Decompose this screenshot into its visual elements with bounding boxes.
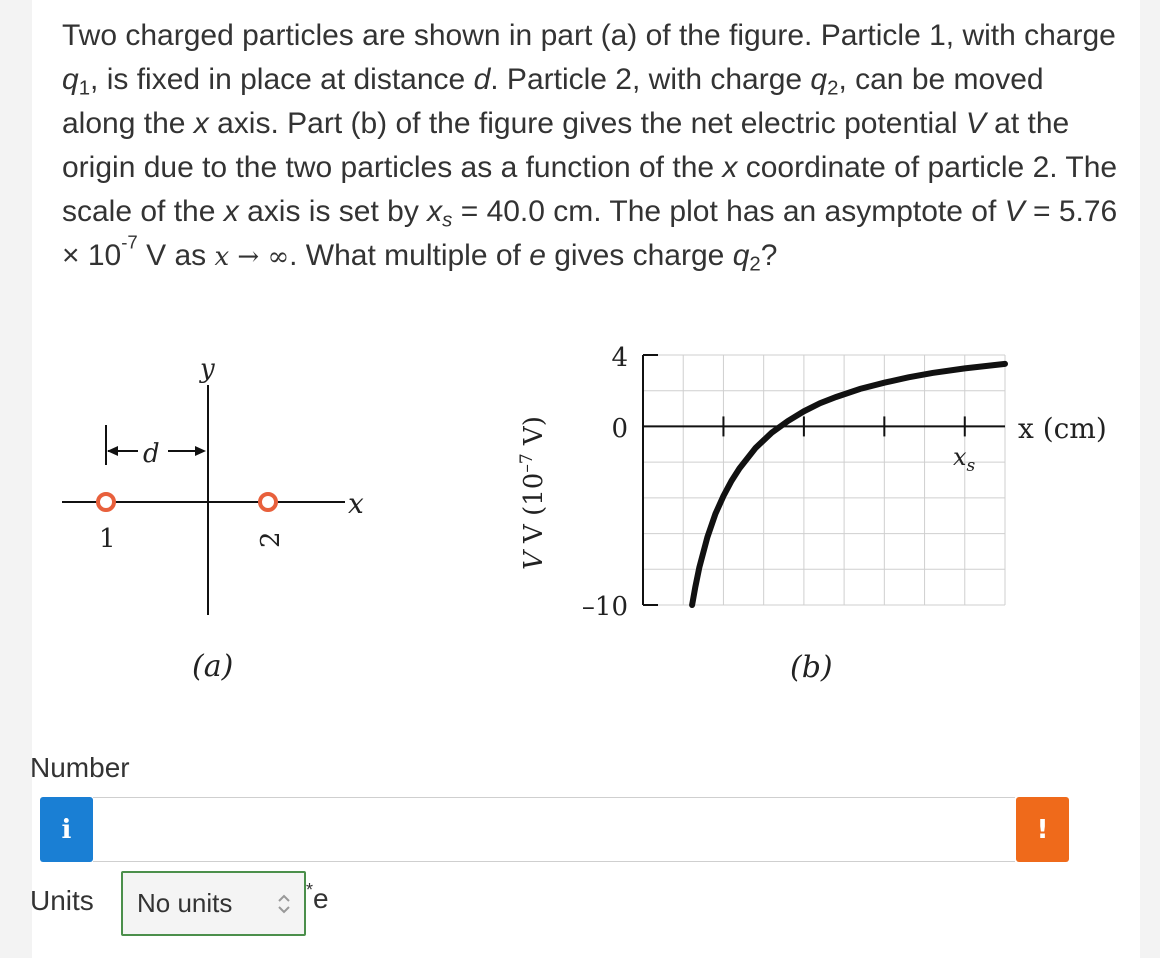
xs-tick-label: $x_s$ bbox=[953, 443, 976, 476]
chevron-updown-icon bbox=[276, 891, 292, 917]
chart-y-label: V V ($10^{-7}$ V) bbox=[517, 416, 549, 570]
figure-a-y-label: y bbox=[200, 354, 215, 384]
y-tick-label-0: 0 bbox=[611, 414, 628, 444]
units-select[interactable] bbox=[121, 871, 306, 936]
d-right-arrowhead bbox=[195, 446, 206, 456]
answer-input[interactable] bbox=[93, 797, 1015, 862]
info-icon: i bbox=[61, 814, 72, 845]
figure-b-caption: (b) bbox=[790, 650, 833, 685]
units-label: Units bbox=[30, 885, 94, 916]
figure-a bbox=[62, 354, 364, 684]
chart-x-label: x (cm) bbox=[1018, 412, 1107, 445]
d-label: d bbox=[143, 439, 160, 469]
d-left-arrowhead bbox=[107, 446, 118, 456]
question-text: Two charged particles are shown in part (a) of the figure. Particle 1, with charge $q_1$, is fixed in place at distance d. Particle 2, with charge $q_2$, can be moved along the x axis. Part (b) of the figure gives the net electric potential V at the origin due to the two particles as a function of the x coordinate of particle 2. The scale of the x axis is set by $x_s = 40.0$ cm. The plot has an asymptote of $V = 5.76 \times 10^{-7}$ V as x → ∞. What multiple of e gives charge $q_2$? bbox=[62, 19, 1118, 276]
particle-2-label: 2 bbox=[256, 531, 286, 548]
figure-b-chart bbox=[517, 343, 1107, 685]
units-selected-value: No units bbox=[137, 888, 233, 918]
unit-suffix: *e bbox=[306, 880, 329, 914]
y-tick-label-minus10: –10 bbox=[581, 592, 628, 622]
figure-a-x-label: x bbox=[348, 487, 364, 520]
y-tick-label-4: 4 bbox=[611, 343, 628, 373]
particle-1 bbox=[98, 494, 114, 510]
info-icon-button[interactable] bbox=[40, 797, 93, 862]
warning-icon: ! bbox=[1036, 814, 1049, 845]
particle-2 bbox=[260, 494, 276, 510]
figure-a-caption: (a) bbox=[192, 649, 234, 684]
number-label: Number bbox=[30, 752, 130, 783]
warning-icon-button[interactable] bbox=[1016, 797, 1069, 862]
particle-1-label: 1 bbox=[99, 524, 116, 554]
